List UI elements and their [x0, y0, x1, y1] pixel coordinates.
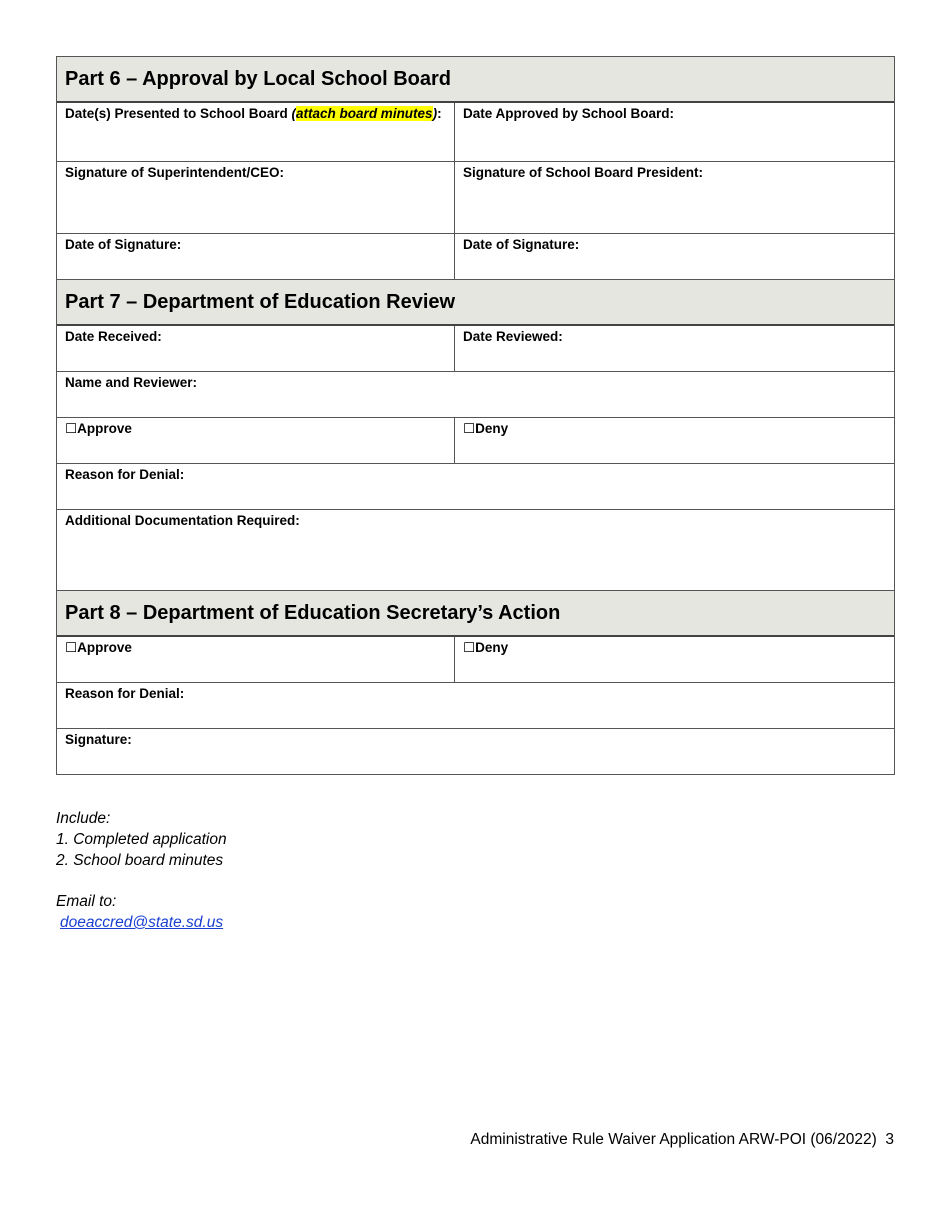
part6-header: [57, 57, 894, 103]
page-footer: [470, 1131, 894, 1149]
date-reviewed-label: Date Reviewed:: [463, 329, 563, 344]
date-signature-left-label: Date of Signature:: [65, 237, 182, 252]
part8-deny-checkbox[interactable]: [455, 637, 894, 682]
page-number: 3: [885, 1131, 894, 1148]
part6-title: Part 6 – Approval by Local School Board: [65, 67, 452, 90]
waiver-form: [56, 56, 895, 775]
date-signature-right-field[interactable]: [455, 234, 894, 279]
president-signature-label: Signature of School Board President:: [463, 165, 704, 180]
additional-docs-field[interactable]: [57, 510, 894, 590]
date-presented-field[interactable]: Date(s) Presented to School Board (attach board minutes):: [57, 103, 455, 161]
name-reviewer-field[interactable]: [57, 372, 894, 417]
date-approved-label: Date Approved by School Board:: [463, 106, 675, 121]
email-link[interactable]: doeaccred@state.sd.us: [60, 914, 224, 931]
name-reviewer-label: Name and Reviewer:: [65, 375, 198, 390]
date-received-field[interactable]: [57, 326, 455, 371]
secretary-signature-field[interactable]: [57, 729, 894, 774]
president-signature-field[interactable]: [455, 162, 894, 233]
date-reviewed-field[interactable]: [455, 326, 894, 371]
footer-text: Administrative Rule Waiver Application ARW-POI (06/2022): [470, 1131, 877, 1148]
additional-docs-label: Additional Documentation Required:: [65, 513, 300, 528]
email-label: Email to:: [56, 893, 117, 910]
part8-reason-denial-field[interactable]: [57, 683, 894, 728]
part8-approve-label: ☐Approve: [65, 640, 132, 655]
date-presented-label: Date(s) Presented to School Board: [65, 106, 292, 121]
date-signature-left-field[interactable]: [57, 234, 455, 279]
date-approved-field[interactable]: [455, 103, 894, 161]
part7-deny-checkbox[interactable]: [455, 418, 894, 463]
include-item-2: 2. School board minutes: [56, 852, 224, 869]
part8-reason-denial-label: Reason for Denial:: [65, 686, 185, 701]
part7-approve-checkbox[interactable]: [57, 418, 455, 463]
part7-header: [57, 280, 894, 326]
part8-header: [57, 591, 894, 637]
date-received-label: Date Received:: [65, 329, 162, 344]
include-item-1: 1. Completed application: [56, 831, 227, 848]
part7-reason-denial-field[interactable]: [57, 464, 894, 509]
superintendent-signature-field[interactable]: [57, 162, 455, 233]
part7-deny-label: ☐Deny: [463, 421, 509, 436]
instructions: [56, 808, 227, 933]
secretary-signature-label: Signature:: [65, 732, 132, 747]
part7-title: Part 7 – Department of Education Review: [65, 290, 456, 313]
part7-reason-denial-label: Reason for Denial:: [65, 467, 185, 482]
superintendent-signature-label: Signature of Superintendent/CEO:: [65, 165, 285, 180]
part8-deny-label: ☐Deny: [463, 640, 509, 655]
part8-approve-checkbox[interactable]: [57, 637, 455, 682]
part7-approve-label: ☐Approve: [65, 421, 132, 436]
part8-title: Part 8 – Department of Education Secretary’s Action: [65, 601, 561, 624]
date-signature-right-label: Date of Signature:: [463, 237, 580, 252]
attach-minutes-note: attach board minutes: [296, 106, 433, 121]
include-label: Include:: [56, 810, 111, 827]
